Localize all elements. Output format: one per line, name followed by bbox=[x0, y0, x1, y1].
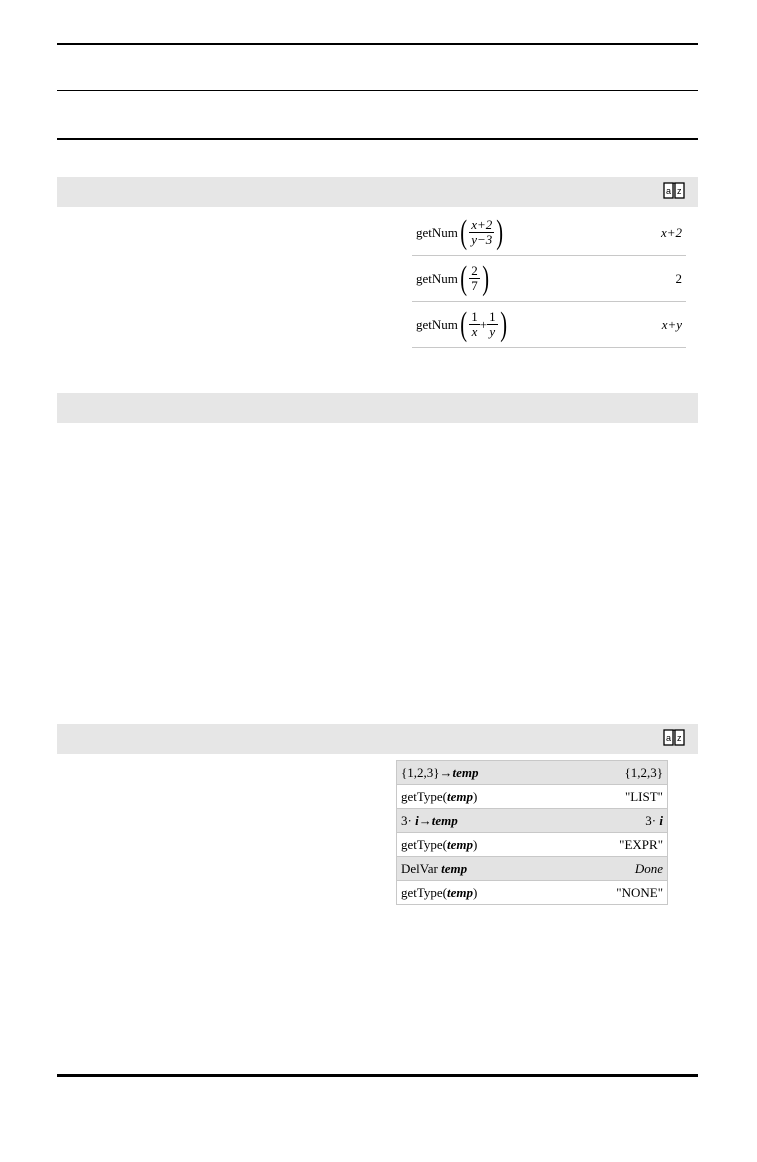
denominator: y bbox=[489, 324, 496, 339]
table-row: getNum( $\frac{x+2}{y-3}$ ) x+2 bbox=[412, 210, 686, 256]
table-row: getNum( $\frac{1}{x}$ + $\frac{1}{y}$ ) x+y bbox=[412, 302, 686, 348]
header-rule-bottom bbox=[57, 138, 698, 140]
getnum-example-table bbox=[412, 210, 686, 348]
result-prefix: 3· bbox=[645, 812, 657, 828]
result: "NONE" bbox=[616, 884, 663, 900]
function-name: getType( bbox=[401, 788, 448, 804]
result: {1,2,3} bbox=[624, 764, 663, 780]
variable: temp bbox=[441, 860, 468, 876]
variable: temp bbox=[447, 884, 474, 900]
denominator: 7 bbox=[471, 278, 478, 293]
numerator: x+2 bbox=[471, 216, 493, 232]
numerator: 2 bbox=[471, 262, 478, 278]
table-row bbox=[397, 809, 668, 833]
gettype-example-table bbox=[396, 760, 668, 905]
svg-text:z: z bbox=[677, 733, 682, 743]
footer-rule bbox=[57, 1074, 698, 1077]
table-row bbox=[397, 881, 668, 905]
denominator: y−3 bbox=[471, 232, 493, 247]
numerator: 1 bbox=[471, 308, 478, 324]
header-rule-middle bbox=[57, 90, 698, 91]
section-band-getnum bbox=[57, 177, 698, 207]
svg-text:z: z bbox=[677, 186, 682, 196]
close-paren: ) bbox=[473, 788, 478, 804]
input-prefix: 3· bbox=[401, 812, 412, 828]
result: "EXPR" bbox=[619, 836, 663, 852]
result: "LIST" bbox=[624, 788, 663, 804]
table-row bbox=[397, 857, 668, 881]
table-row bbox=[397, 785, 668, 809]
table-row: getNum( $\frac{2}{7}$ ) 2 bbox=[412, 256, 686, 302]
result-imaginary-i: i bbox=[656, 812, 663, 828]
section-band-gettype bbox=[57, 724, 698, 754]
close-paren: ) bbox=[473, 884, 478, 900]
table-row bbox=[397, 833, 668, 857]
variable: temp bbox=[452, 764, 479, 780]
plus-sign: + bbox=[479, 316, 488, 332]
function-name: getType( bbox=[401, 884, 448, 900]
result: 2 bbox=[675, 270, 682, 286]
variable: temp bbox=[431, 812, 458, 828]
book-az-icon bbox=[663, 729, 685, 747]
result: Done bbox=[634, 860, 663, 876]
imaginary-i: i bbox=[411, 812, 419, 828]
table-row bbox=[397, 761, 668, 785]
function-name: getNum bbox=[416, 224, 458, 240]
function-name: getNum bbox=[416, 316, 458, 332]
function-name: DelVar bbox=[401, 860, 438, 876]
close-paren: ) bbox=[473, 836, 478, 852]
denominator: x bbox=[471, 324, 478, 339]
variable: temp bbox=[447, 788, 474, 804]
function-name: getType( bbox=[401, 836, 448, 852]
numerator: 1 bbox=[489, 308, 496, 324]
function-name: getNum bbox=[416, 270, 458, 286]
result: x+2 bbox=[660, 224, 682, 240]
book-az-icon bbox=[663, 182, 685, 200]
result: x+y bbox=[661, 316, 682, 332]
svg-text:a: a bbox=[666, 186, 672, 196]
list-input: {1,2,3} bbox=[401, 764, 440, 780]
svg-text:a: a bbox=[666, 733, 672, 743]
store-arrow: → bbox=[439, 764, 453, 780]
variable: temp bbox=[447, 836, 474, 852]
header-rule-top bbox=[57, 43, 698, 45]
section-band-middle bbox=[57, 393, 698, 423]
store-arrow: → bbox=[418, 812, 432, 828]
